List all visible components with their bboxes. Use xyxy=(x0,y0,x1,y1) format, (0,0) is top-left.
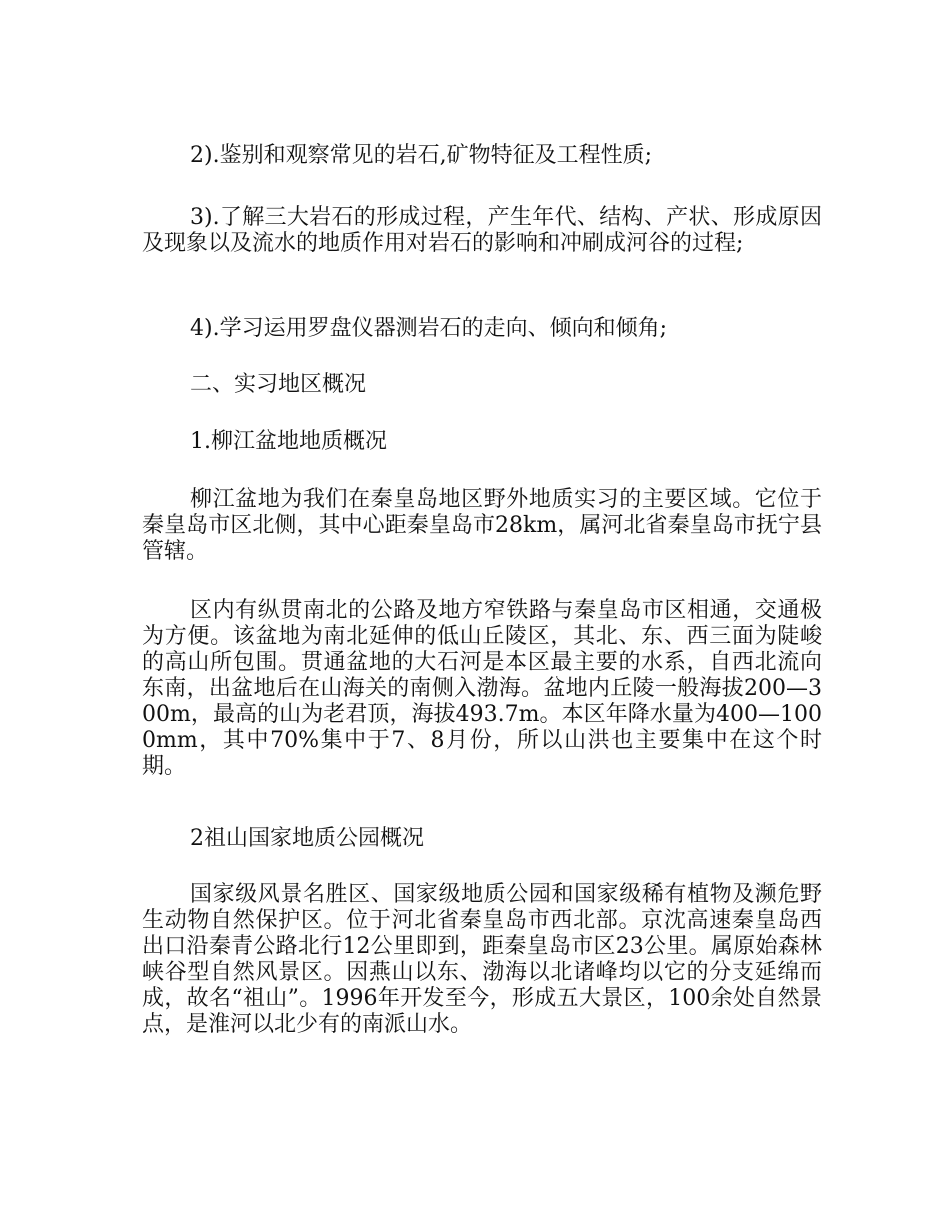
liujiang-paragraph-geography: 区内有纵贯南北的公路及地方窄铁路与秦皇岛市区相通，交通极为方便。该盆地为南北延伸的低山丘陵区，其北、东、西三面为陡峻的高山所包围。贯通盆地的大石河是本区最主要的水系，自西北流向东南，出盆地后在山海关的南侧入渤海。盆地内丘陵一般海拔200—300m，最高的山为老君顶，海拔493.7m。本区年降水量为400—1000mm，其中70%集中于7、8月份，所以山洪也主要集中在这个时期。 xyxy=(142,598,822,779)
subsection-heading-liujiang: 1.柳江盆地地质概况 xyxy=(190,429,387,454)
section-heading: 二、实习地区概况 xyxy=(190,372,367,397)
zushan-paragraph: 国家级风景名胜区、国家级地质公园和国家级稀有植物及濒危野生动物自然保护区。位于河北省秦皇岛市西北部。京沈高速秦皇岛西出口沿秦青公路北行12公里即到，距秦皇岛市区23公里。属原始森林峡谷型自然风景区。因燕山以东、渤海以北诸峰均以它的分支延绵而成，故名“祖山”。1996年开发至今，形成五大景区，100余处自然景点，是淮河以北少有的南派山水。 xyxy=(142,882,822,1037)
subsection-heading-zushan: 2祖山国家地质公园概况 xyxy=(190,826,424,851)
objective-item-3: 3).了解三大岩石的形成过程，产生年代、结构、产状、形成原因及现象以及流水的地质作用对岩石的影响和冲刷成河谷的过程; xyxy=(142,205,822,256)
objective-item-4: 4).学习运用罗盘仪器测岩石的走向、倾向和倾角; xyxy=(190,316,667,341)
objective-item-2: 2).鉴别和观察常见的岩石,矿物特征及工程性质; xyxy=(190,143,652,168)
liujiang-paragraph-location: 柳江盆地为我们在秦皇岛地区野外地质实习的主要区域。它位于秦皇岛市区北侧，其中心距秦皇岛市28km，属河北省秦皇岛市抚宁县管辖。 xyxy=(142,487,822,564)
